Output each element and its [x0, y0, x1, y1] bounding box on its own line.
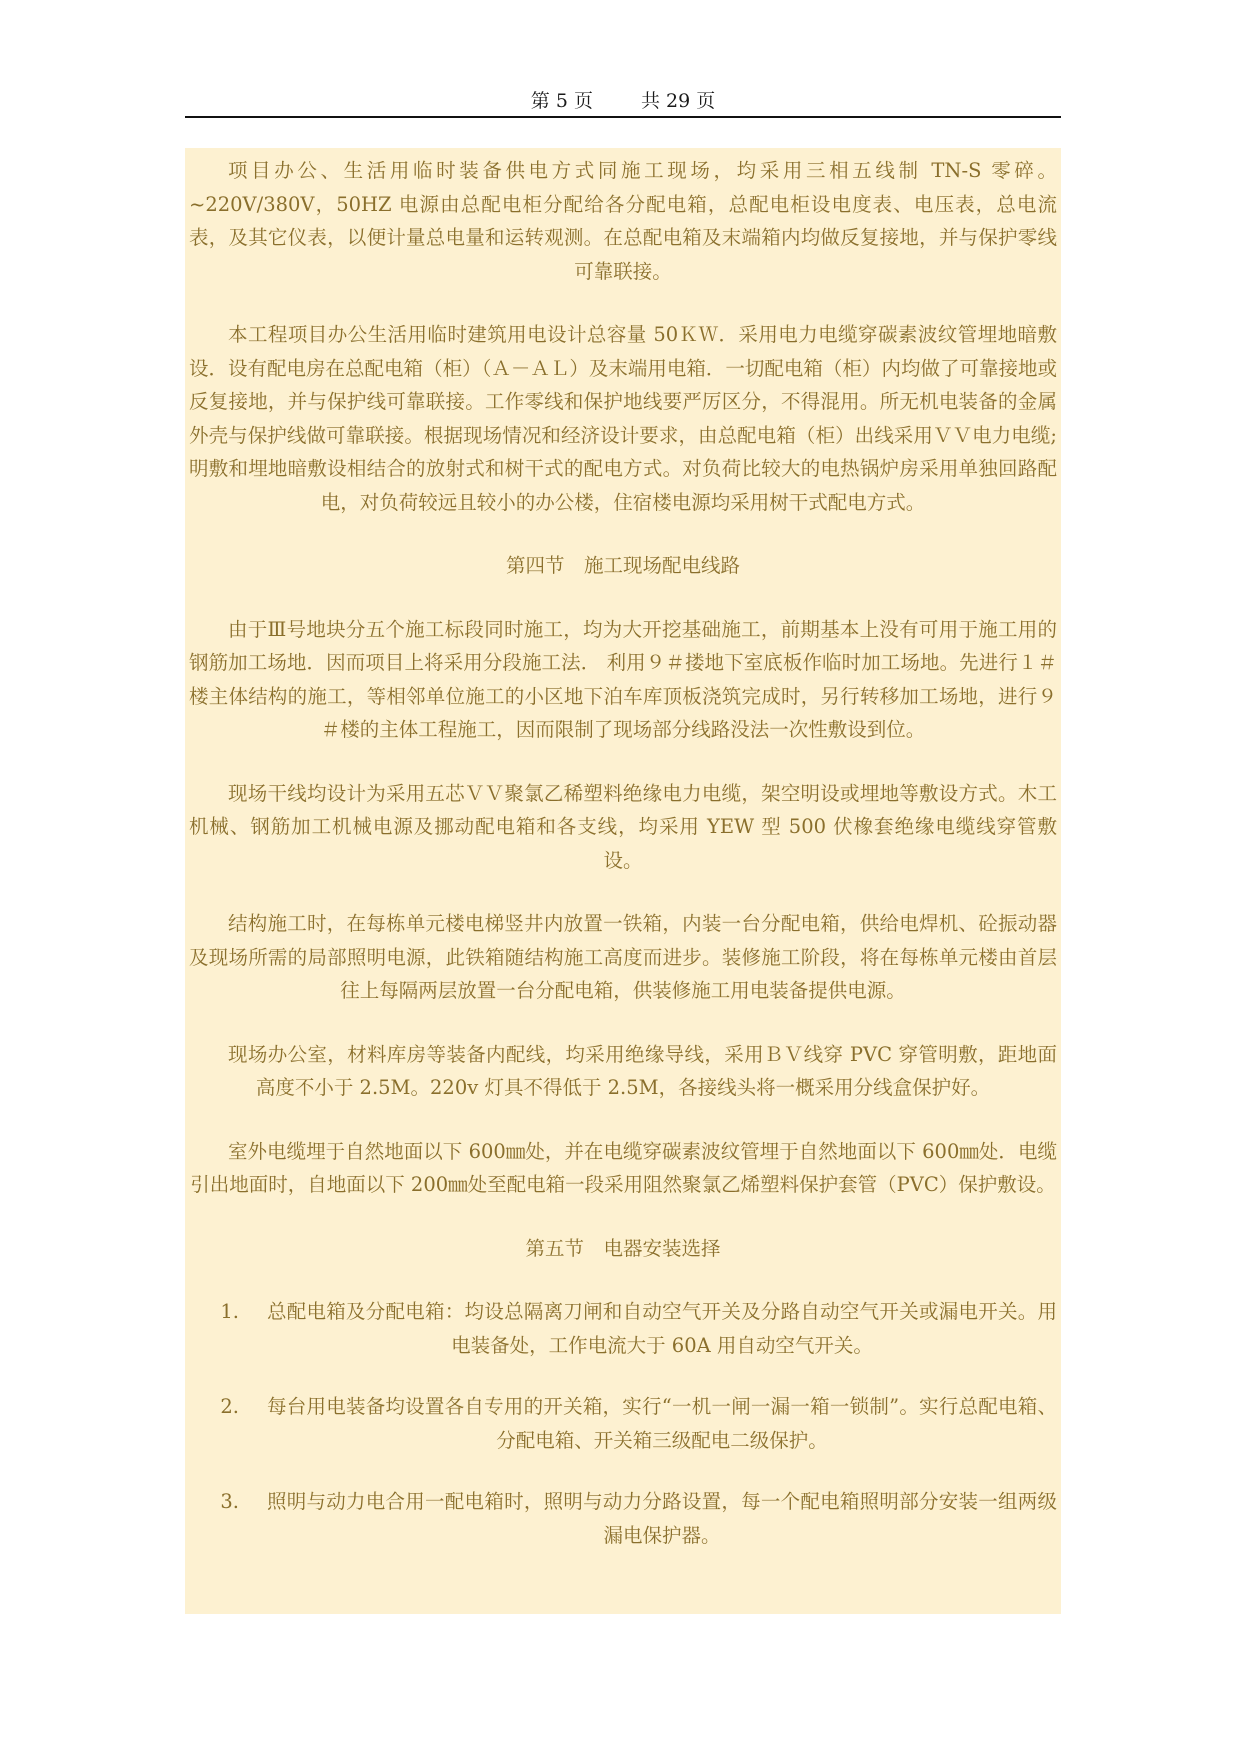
page-header	[185, 86, 1061, 116]
list-item-number: 2.	[220, 1395, 239, 1418]
list-item	[189, 1295, 1057, 1362]
paragraph-trunk-lines: 现场干线均设计为采用五芯ＶＶ聚氯乙稀塑料绝缘电力电缆，架空明设或埋地等敷设方式。木工机械、钢筋加工机械电源及挪动配电箱和各支线，均采用 YEW 型 500 伏橡套绝缘电缆线穿管敷设。	[189, 781, 1057, 872]
list-item-text: 总配电箱及分配电箱：均设总隔离刀闸和自动空气开关及分路自动空气开关或漏电开关。用电装备处，工作电流大于 60A 用自动空气开关。	[267, 1300, 1057, 1357]
header-divider	[185, 116, 1061, 118]
list-item-text: 每台用电装备均设置各自专用的开关箱，实行“一机一闸一漏一箱一锁制”。实行总配电箱、分配电箱、开关箱三级配电二级保护。	[267, 1395, 1057, 1452]
paragraph-site-constraints: 由于Ⅲ号地块分五个施工标段同时施工，均为大开挖基础施工，前期基本上没有可用于施工用的钢筋加工场地．因而项目上将采用分段施工法． 利用９＃搂地下室底板作临时加工场地。先进行１＃楼主体结构的施工，等相邻单位施工的小区地下泊车库顶板浇筑完成时，另行转移加工场地，进行９＃楼的主体工程施工，因而限制了现场部分线路没法一次性敷设到位。	[189, 617, 1057, 741]
paragraph-structure-stage: 结构施工时，在每栋单元楼电梯竖井内放置一铁箱，内装一台分配电箱，供给电焊机、砼振动器及现场所需的局部照明电源，此铁箱随结构施工高度而进步。装修施工阶段，将在每栋单元楼由首层往上每隔两层放置一台分配电箱，供装修施工用电装备提供电源。	[189, 912, 1057, 1002]
paragraph-power-supply: 项目办公、生活用临时装备供电方式同施工现场，均采用三相五线制 TN-S 零碎。~220V/380V，50HZ 电源由总配电柜分配给各分配电箱，总配电柜设电度表、电压表，总电流表，及其它仪表，以便计量总电量和运转观测。在总配电箱及末端箱内均做反复接地，并与保护零线可靠联接。	[189, 159, 1057, 283]
section-title-5: 第五节 电器安装选择	[525, 1236, 721, 1260]
list-item	[189, 1485, 1057, 1552]
document-body	[185, 148, 1061, 1614]
list-item	[189, 1390, 1057, 1457]
paragraph-office-wiring: 现场办公室，材料库房等装备内配线，均采用绝缘导线，采用ＢＶ线穿 PVC 穿管明敷，距地面高度不小于 2.5M。220v 灯具不得低于 2.5M，各接线头将一概采用分线盒保护好。	[228, 1042, 1057, 1099]
list-item-number: 3.	[220, 1490, 239, 1513]
page-number-label: 第 5 页	[530, 90, 593, 112]
paragraph-design-capacity: 本工程项目办公生活用临时建筑用电设计总容量 50ＫＷ．采用电力电缆穿碳素波纹管埋地暗敷设．设有配电房在总配电箱（柜）（Ａ－ＡＬ）及末端用电箱．一切配电箱（柜）内均做了可靠接地或反复接地，并与保护线可靠联接。工作零线和保护地线要严厉区分，不得混用。所无机电装备的金属外壳与保护线做可靠联接。根据现场情况和经济设计要求，由总配电箱（柜）出线采用ＶＶ电力电缆; 明敷和埋地暗敷设相结合的放射式和树干式的配电方式。对负荷比较大的电热锅炉房采用单独回路配电，对负荷较远且较小的办公楼，住宿楼电源均采用树干式配电方式。	[189, 323, 1057, 514]
total-pages-label: 共 29 页	[640, 90, 716, 112]
paragraph-outdoor-cable: 室外电缆埋于自然地面以下 600㎜处，并在电缆穿碳素波纹管埋于自然地面以下 600㎜处．电缆引出地面时，自地面以下 200㎜处至配电箱一段采用阻然聚氯乙烯塑料保护套管（PVC）保护敷设。	[190, 1139, 1057, 1196]
list-item-text: 照明与动力电合用一配电箱时，照明与动力分路设置，每一个配电箱照明部分安装一组两级漏电保护器。	[267, 1490, 1057, 1547]
list-item-number: 1.	[220, 1300, 239, 1323]
section-title-4: 第四节 施工现场配电线路	[505, 554, 740, 577]
